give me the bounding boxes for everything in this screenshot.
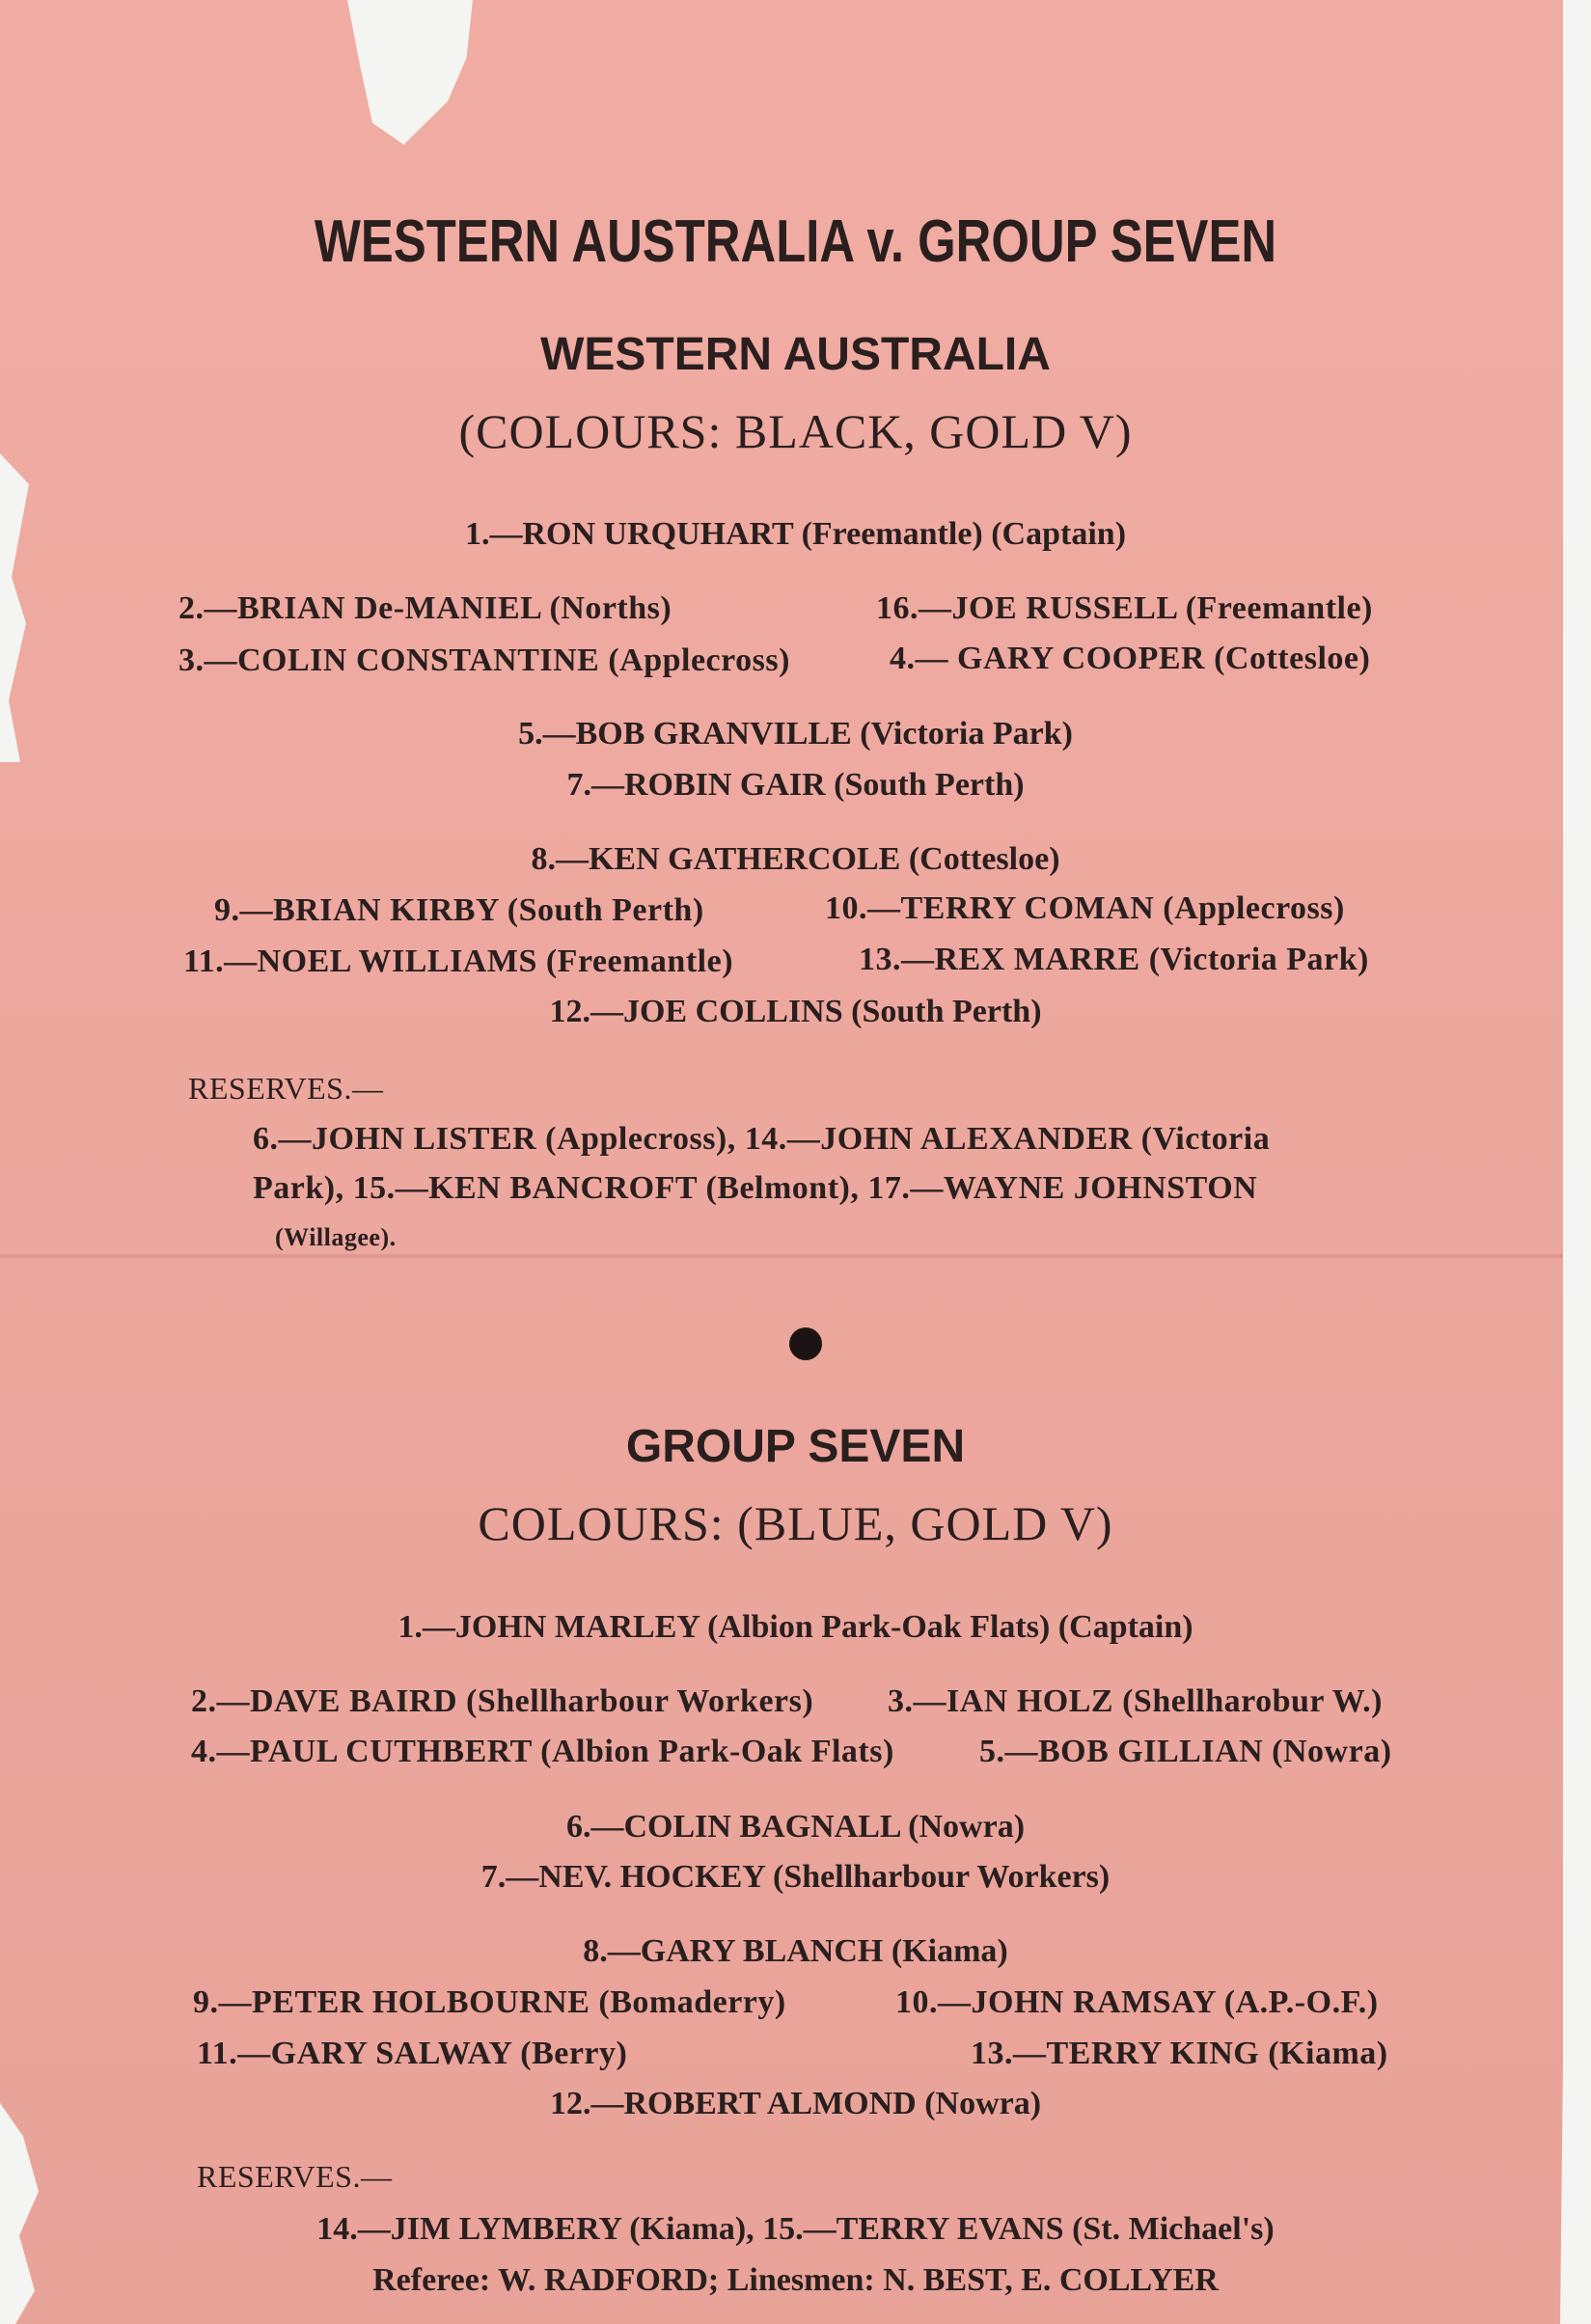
team2-player: 3.—IAN HOLZ (Shellharobur W.) — [888, 1683, 1383, 1719]
team1-name: WESTERN AUSTRALIA — [540, 329, 1051, 380]
team2-player: 5.—BOB GILLIAN (Nowra) — [979, 1734, 1392, 1769]
team1-reserves-line: 6.—JOHN LISTER (Applecross), 14.—JOHN ALEXANDER (Victoria — [253, 1121, 1271, 1157]
team1-player: 3.—COLIN CONSTANTINE (Applecross) — [178, 643, 790, 678]
team2-colours: COLOURS: (BLUE, GOLD V) — [478, 1496, 1113, 1550]
team1-reserves-line: Park), 15.—KEN BANCROFT (Belmont), 17.—WAYNE JOHNSTON — [253, 1170, 1258, 1206]
separator-dot — [789, 1327, 822, 1360]
paper-fold — [0, 1254, 1563, 1258]
team1-reserves-line: (Willagee). — [275, 1223, 397, 1251]
team1-player: 8.—KEN GATHERCOLE (Cottesloe) — [531, 841, 1060, 877]
team2-player: 2.—DAVE BAIRD (Shellharbour Workers) — [191, 1683, 814, 1719]
team2-player: 11.—GARY SALWAY (Berry) — [197, 2036, 628, 2071]
team1-player: 11.—NOEL WILLIAMS (Freemantle) — [183, 943, 734, 979]
team1-player: 2.—BRIAN De-MANIEL (Norths) — [178, 590, 672, 626]
team2-player: 10.—JOHN RAMSAY (A.P.-O.F.) — [895, 1984, 1379, 2020]
team2-player: 4.—PAUL CUTHBERT (Albion Park-Oak Flats) — [191, 1734, 894, 1769]
team2-player: 12.—ROBERT ALMOND (Nowra) — [549, 2086, 1042, 2121]
team2-reserves-label: RESERVES.— — [197, 2159, 393, 2194]
team2-player: 8.—GARY BLANCH (Kiama) — [583, 1933, 1008, 1969]
team1-player: 12.—JOE COLLINS (South Perth) — [549, 994, 1042, 1029]
team1-player: 4.— GARY COOPER (Cottesloe) — [890, 641, 1371, 676]
team1-player: 5.—BOB GRANVILLE (Victoria Park) — [518, 716, 1073, 752]
team2-player: 13.—TERRY KING (Kiama) — [971, 2036, 1388, 2071]
team1-colours: (COLOURS: BLACK, GOLD V) — [458, 404, 1133, 458]
team1-captain: 1.—RON URQUHART (Freemantle) (Captain) — [464, 516, 1127, 552]
team2-captain: 1.—JOHN MARLEY (Albion Park-Oak Flats) (Captain) — [398, 1609, 1193, 1645]
team2-player: 9.—PETER HOLBOURNE (Bomaderry) — [193, 1984, 786, 2020]
team1-reserves-label: RESERVES.— — [188, 1071, 384, 1106]
team2-name: GROUP SEVEN — [625, 1421, 966, 1472]
team1-player: 9.—BRIAN KIRBY (South Perth) — [214, 892, 704, 928]
team2-player: 7.—NEV. HOCKEY (Shellharbour Workers) — [480, 1859, 1111, 1895]
team1-player: 10.—TERRY COMAN (Applecross) — [825, 890, 1345, 926]
team1-player: 16.—JOE RUSSELL (Freemantle) — [876, 590, 1373, 626]
team2-player: 6.—COLIN BAGNALL (Nowra) — [565, 1809, 1026, 1845]
team1-player: 7.—ROBIN GAIR (South Perth) — [566, 767, 1025, 803]
page-title: WESTERN AUSTRALIA v. GROUP SEVEN — [314, 208, 1277, 275]
match-officials: Referee: W. RADFORD; Linesmen: N. BEST, E. COLLYER — [372, 2262, 1219, 2298]
team1-player: 13.—REX MARRE (Victoria Park) — [859, 942, 1369, 977]
team2-reserves-line: 14.—JIM LYMBERY (Kiama), 15.—TERRY EVANS (St. Michael's) — [316, 2211, 1275, 2247]
